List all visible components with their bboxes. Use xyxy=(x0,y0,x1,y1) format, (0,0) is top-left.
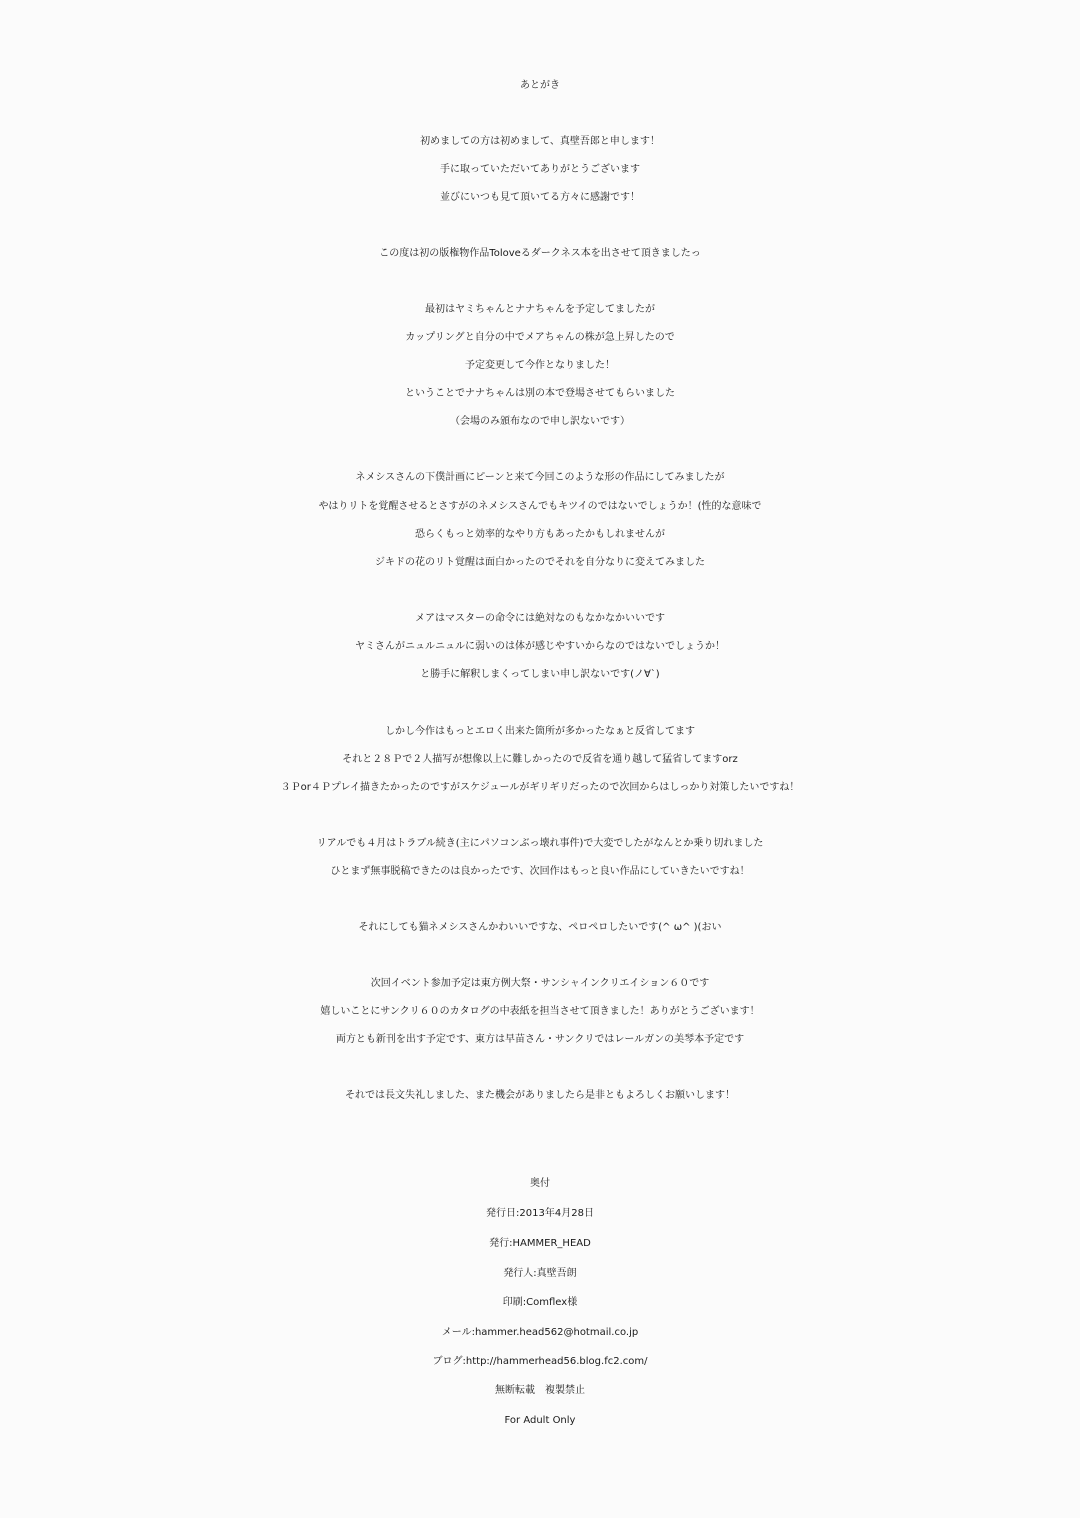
text-line: ひとまず無事脱稿できたのは良かったです、次回作はもっと良い作品にしていきたいですね！ xyxy=(330,866,750,877)
text-line: 最初はヤミちゃんとナナちゃんを予定してましたが xyxy=(425,304,655,315)
text-line: 初めましての方は初めまして、真壁吾郎と申します！ xyxy=(420,136,660,147)
text-line: 並びにいつも見て頂いてる方々に感謝です！ xyxy=(440,192,640,203)
colophon-title: 奥付 xyxy=(530,1178,550,1189)
text-line: ３Ｐor４Ｐプレイ描きたかったのですがスケジュールがギリギリだったので次回からはしっかり対策したいですね！ xyxy=(280,782,800,793)
text-line: と勝手に解釈しまくってしまい申し訳ないです(ノ∀`) xyxy=(420,669,660,680)
contact-email: メール:hammer.head562@hotmail.co.jp xyxy=(441,1327,639,1338)
text-line: 嬉しいことにサンクリ６０のカタログの中表紙を担当させて頂きました！ありがとうございます！ xyxy=(320,1006,760,1017)
text-line: 両方とも新刊を出す予定です、東方は早苗さん・サンクリではレールガンの美琴本予定です xyxy=(335,1034,745,1045)
text-line: 次回イベント参加予定は東方例大祭・サンシャインクリエイション６０です xyxy=(370,978,710,989)
text-line: 恐らくもっと効率的なやり方もあったかもしれませんが xyxy=(415,529,665,540)
text-line: それでは長文失礼しました、また機会がありましたら是非ともよろしくお願いします！ xyxy=(345,1090,735,1101)
text-line: しかし今作はもっとエロく出来た箇所が多かったなぁと反省してます xyxy=(385,726,695,737)
text-line: ヤミさんがニュルニュルに弱いのは体が感じやすいからなのではないでしょうか！ xyxy=(355,641,725,652)
publisher: 発行:HAMMER_HEAD xyxy=(489,1238,591,1249)
text-line: ジキドの花のリト覚醒は面白かったのでそれを自分なりに変えてみました xyxy=(375,557,705,568)
text-line: それと２８Ｐで２人描写が想像以上に難しかったので反省を通り越して猛省してますorz xyxy=(342,754,738,765)
text-line: カップリングと自分の中でメアちゃんの株が急上昇したので xyxy=(405,332,675,343)
afterword-title: あとがき xyxy=(520,80,560,91)
text-line: 予定変更して今作となりました！ xyxy=(465,360,615,371)
text-line: （会場のみ頒布なので申し訳ないです） xyxy=(450,416,630,427)
text-line: やはりリトを覚醒させるとさすがのネメシスさんでもキツイのではないでしょうか！(性的な意味で xyxy=(318,501,762,512)
text-line: ということでナナちゃんは別の本で登場させてもらいました xyxy=(405,388,675,399)
adult-notice: For Adult Only xyxy=(504,1415,576,1426)
copyright-notice: 無断転載 複製禁止 xyxy=(495,1385,585,1396)
publish-date: 発行日:2013年4月28日 xyxy=(486,1208,594,1219)
text-line: メアはマスターの命令には絶対なのもなかなかいいです xyxy=(415,613,665,624)
text-line: 手に取っていただいてありがとうございます xyxy=(440,164,640,175)
issuer: 発行人:真壁吾朗 xyxy=(503,1268,577,1279)
printer: 印刷:Comflex様 xyxy=(502,1297,578,1308)
text-line: リアルでも４月はトラブル続き(主にパソコンぶっ壊れ事件)で大変でしたがなんとか乗り切れました xyxy=(316,838,764,849)
text-line: この度は初の版権物作品Toloveるダークネス本を出させて頂きましたっ xyxy=(379,248,701,259)
text-line: ネメシスさんの下僕計画にピーンと来て今回このような形の作品にしてみましたが xyxy=(355,472,725,483)
text-line: それにしても猫ネメシスさんかわいいですな、ペロペロしたいです(^ ω^ )(おい xyxy=(358,922,722,933)
blog-url: ブログ:http://hammerhead56.blog.fc2.com/ xyxy=(432,1356,648,1367)
